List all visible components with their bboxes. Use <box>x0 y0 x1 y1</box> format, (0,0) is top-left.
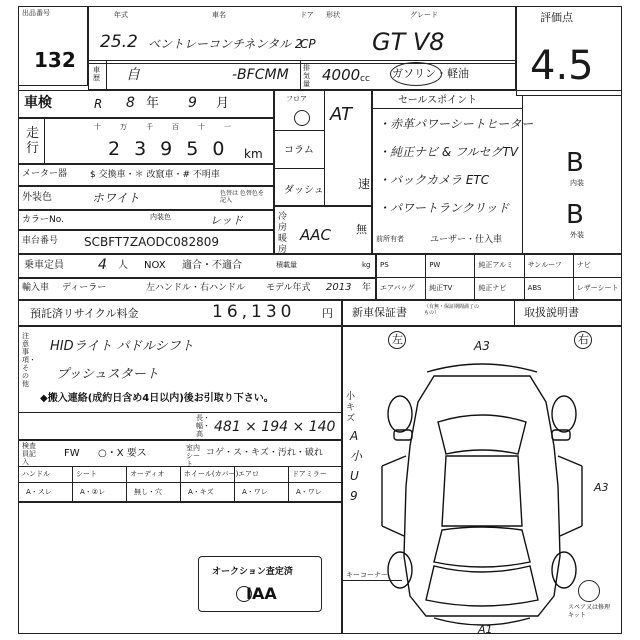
inspection-year: 8 <box>126 95 135 111</box>
grade-label: 外装 <box>570 231 584 239</box>
check-value-1: A・②レ <box>80 488 106 496</box>
check-value-4: A・ワレ <box>242 488 268 496</box>
exterior-label: 外装色 <box>22 192 52 203</box>
equipment-row1-4: ナビ <box>576 261 591 269</box>
model-year-label: モデル年式 <box>266 283 311 293</box>
car-top-bumper <box>427 364 537 372</box>
front-left-wheel <box>388 396 412 432</box>
grade-label: グレード <box>410 11 438 19</box>
recycle-label: 預託済リサイクル料金 <box>30 307 139 320</box>
grade-value: B <box>566 200 584 230</box>
car-left-side <box>382 456 406 536</box>
fw-label: FW <box>64 448 80 459</box>
rear-left-wheel <box>388 552 412 588</box>
key-corner-label: キーコーナー <box>346 571 388 579</box>
stamp-brand: IAA <box>246 584 277 603</box>
check-header-1: シート <box>76 470 97 478</box>
ac-none-label: 無 <box>356 223 367 236</box>
speed-label: 速 <box>358 177 371 191</box>
displacement-label: 排気量 <box>303 64 310 88</box>
meter-options: $ 交換車・＊ 改竄車・# 不明車 <box>90 170 220 180</box>
sales-label: セールスポイント <box>398 95 478 106</box>
diagram-right-mark: 右 <box>578 333 589 346</box>
model-year-value: 2013 <box>326 282 352 293</box>
equipment-row2-1: 純正TV <box>429 284 453 292</box>
sales-item: ・パワートランクリッド <box>378 201 510 215</box>
meter-label: メーター器 <box>22 169 68 179</box>
mileage-unit-0: 十 <box>94 123 101 131</box>
mileage-unit: km <box>244 147 263 161</box>
notes-line1: HIDライト パドルシフト <box>50 339 194 354</box>
rear-right-wheel <box>552 552 576 588</box>
mileage-unit-4: 十 <box>198 123 205 131</box>
handle-value: 自 <box>126 67 140 83</box>
dims-label: 長・幅・高 <box>196 414 210 438</box>
owner-options: ユーザー・仕入車 <box>430 235 503 245</box>
diagram-top-code: A3 <box>474 339 490 353</box>
car-body-outline <box>404 376 560 616</box>
import-dealer: ディーラー <box>62 283 107 293</box>
shift-dash: ダッシュ <box>284 185 324 196</box>
load-label: 積載量 <box>276 261 297 269</box>
mileage-unit-3: 百 <box>172 123 179 131</box>
check-header-2: オーディオ <box>130 470 165 478</box>
sales-item: ・赤革パワーシートヒーター <box>378 117 534 131</box>
sales-item: ・バックカメラ ETC <box>378 173 490 187</box>
stamp-label: オークション査定済 <box>212 567 293 577</box>
car-diagram <box>342 326 622 634</box>
car-windshield <box>438 415 526 454</box>
chassis-label: 車台番号 <box>22 236 59 246</box>
spare-label: スペア又は修理キット <box>568 604 611 619</box>
check-value-3: A・キズ <box>188 488 214 496</box>
equipment-row2-2: 純正ナビ <box>478 284 507 292</box>
mileage-value: 23950 <box>108 138 239 160</box>
ac-cool-label: 冷房 <box>278 212 288 233</box>
equipment-row1-3: サンルーフ <box>527 261 562 269</box>
equipment-row2-0: エアバッグ <box>380 284 415 292</box>
diagram-side-label: 小キズ <box>346 392 356 424</box>
inspection-month-unit: 月 <box>216 96 230 111</box>
notes-label: 注意事項・その他 <box>22 332 36 388</box>
nox-label: NOX <box>144 260 166 271</box>
car-label: 車名 <box>212 11 226 19</box>
shift-column: コラム <box>284 145 314 156</box>
trans-circle <box>294 110 310 126</box>
notes-line2: プッシュスタート <box>56 367 159 382</box>
color-no-label: カラーNo. <box>22 215 64 225</box>
shape-label: 形状 <box>326 11 340 19</box>
check-header-0: ハンドル <box>22 470 50 478</box>
room-label: 室内シート <box>186 444 200 468</box>
grade-value: GT V8 <box>372 28 445 56</box>
check-value-2: 無し・穴 <box>134 488 162 496</box>
checks-label1: 検査員記入 <box>22 442 36 466</box>
ac-value: AAC <box>300 226 331 244</box>
dims-value: 481 × 194 × 140 <box>214 419 336 435</box>
inspection-label: 車検 <box>24 95 52 111</box>
equipment-row2-3: ABS <box>527 284 542 292</box>
warranty-label: 新車保証書 <box>352 306 407 319</box>
room-value: コゲ・ス・キズ・汚れ・破れ <box>206 448 323 458</box>
displacement-value: 4000 <box>322 66 361 84</box>
car-right-side <box>558 456 582 536</box>
car-rear-window <box>434 527 530 567</box>
car-value: ベントレーコンチネンタル 2 <box>148 37 303 51</box>
mileage-label: 走行 <box>26 126 40 156</box>
year-value: 25.2 <box>100 32 138 52</box>
check-header-5: ドアミラー <box>292 470 327 478</box>
diagram-right-code: A3 <box>594 481 609 494</box>
load-unit: kg <box>362 261 371 269</box>
chassis-value: SCBFT7ZAODC082809 <box>84 235 219 249</box>
year-label: 年式 <box>114 11 128 19</box>
side-code: 9 <box>350 489 358 503</box>
import-label: 輸入車 <box>22 283 50 293</box>
side-code: A <box>350 429 359 443</box>
door-label: ドア <box>300 11 314 19</box>
lot-number: 132 <box>34 48 76 72</box>
capacity-unit: 人 <box>118 260 128 271</box>
inspection-year-unit: 年 <box>146 96 160 111</box>
grade-value: B <box>566 148 584 178</box>
recycle-value: 16,130 <box>212 302 296 322</box>
diagram-left-mark: 左 <box>392 333 403 346</box>
shape-value: CP <box>300 37 316 51</box>
capacity-value: 4 <box>98 257 107 273</box>
equipment-row1-2: 純正アルミ <box>478 261 514 269</box>
interior-color-value: レッド <box>210 214 243 227</box>
lot-label: 出品番号 <box>22 9 50 17</box>
model-value: -BFCMM <box>232 67 289 83</box>
notes-notice: ◆搬入連絡(成約日含め4日以内)後お引取り下さい。 <box>40 393 274 404</box>
equipment-row2-4: レザーシート <box>576 284 619 292</box>
recycle-unit: 円 <box>322 307 333 320</box>
interior-color-label: 内装色 <box>150 213 171 221</box>
fuel-options: ガソリン・軽油 <box>392 67 469 80</box>
equipment-row1-1: PW <box>429 261 441 269</box>
mileage-unit-5: 一 <box>224 123 231 131</box>
import-handle: 左ハンドル・右ハンドル <box>146 283 246 293</box>
side-code: 小 <box>350 449 363 463</box>
check-value-5: A・ワレ <box>296 488 322 496</box>
cc-label: cc <box>360 74 370 84</box>
mileage-unit-2: 千 <box>146 123 153 131</box>
inspection-month: 9 <box>188 95 197 111</box>
check-header-3: ホイール(カバー) <box>184 470 239 478</box>
equipment-row1-0: PS <box>380 261 389 269</box>
sales-item: ・純正ナビ & フルセグTV <box>378 145 519 159</box>
lot-box <box>18 6 88 86</box>
ac-heat-label: 暖房 <box>278 234 288 255</box>
car-trunk <box>426 566 538 606</box>
nox-options: 適合・不適合 <box>182 260 242 271</box>
sales-box <box>372 90 622 254</box>
diagram-bottom-code: A1 <box>478 623 493 636</box>
rating-value: 4.5 <box>530 43 594 89</box>
trans-value: AT <box>330 104 352 125</box>
capacity-label: 乗車定員 <box>24 260 64 271</box>
warranty-note: （有無・保証期間満了のもの） <box>424 304 480 316</box>
handle-label: 車歴 <box>93 66 100 82</box>
car-roof <box>442 456 522 526</box>
manual-label: 取扱説明書 <box>524 306 579 319</box>
shift-floor: フロア <box>286 95 307 103</box>
model-year-unit: 年 <box>362 283 372 293</box>
side-code: U <box>350 469 359 483</box>
check-value-0: A・スレ <box>26 488 52 496</box>
car-front-bumper <box>434 618 530 625</box>
check-header-4: エアロ <box>238 470 259 478</box>
exterior-note: 色替は 色替色を記入 <box>220 190 264 204</box>
fuel-circle <box>390 62 442 86</box>
grade-label: 内装 <box>570 179 584 187</box>
rating-label: 評価点 <box>540 11 573 24</box>
inspection-era: R <box>94 97 103 111</box>
ox-label: ○・X 要ス <box>98 448 147 459</box>
exterior-value: ホワイト <box>92 191 140 205</box>
front-right-wheel <box>552 396 576 432</box>
history-label: 前所有者 <box>376 235 404 243</box>
mileage-unit-1: 万 <box>120 123 127 131</box>
